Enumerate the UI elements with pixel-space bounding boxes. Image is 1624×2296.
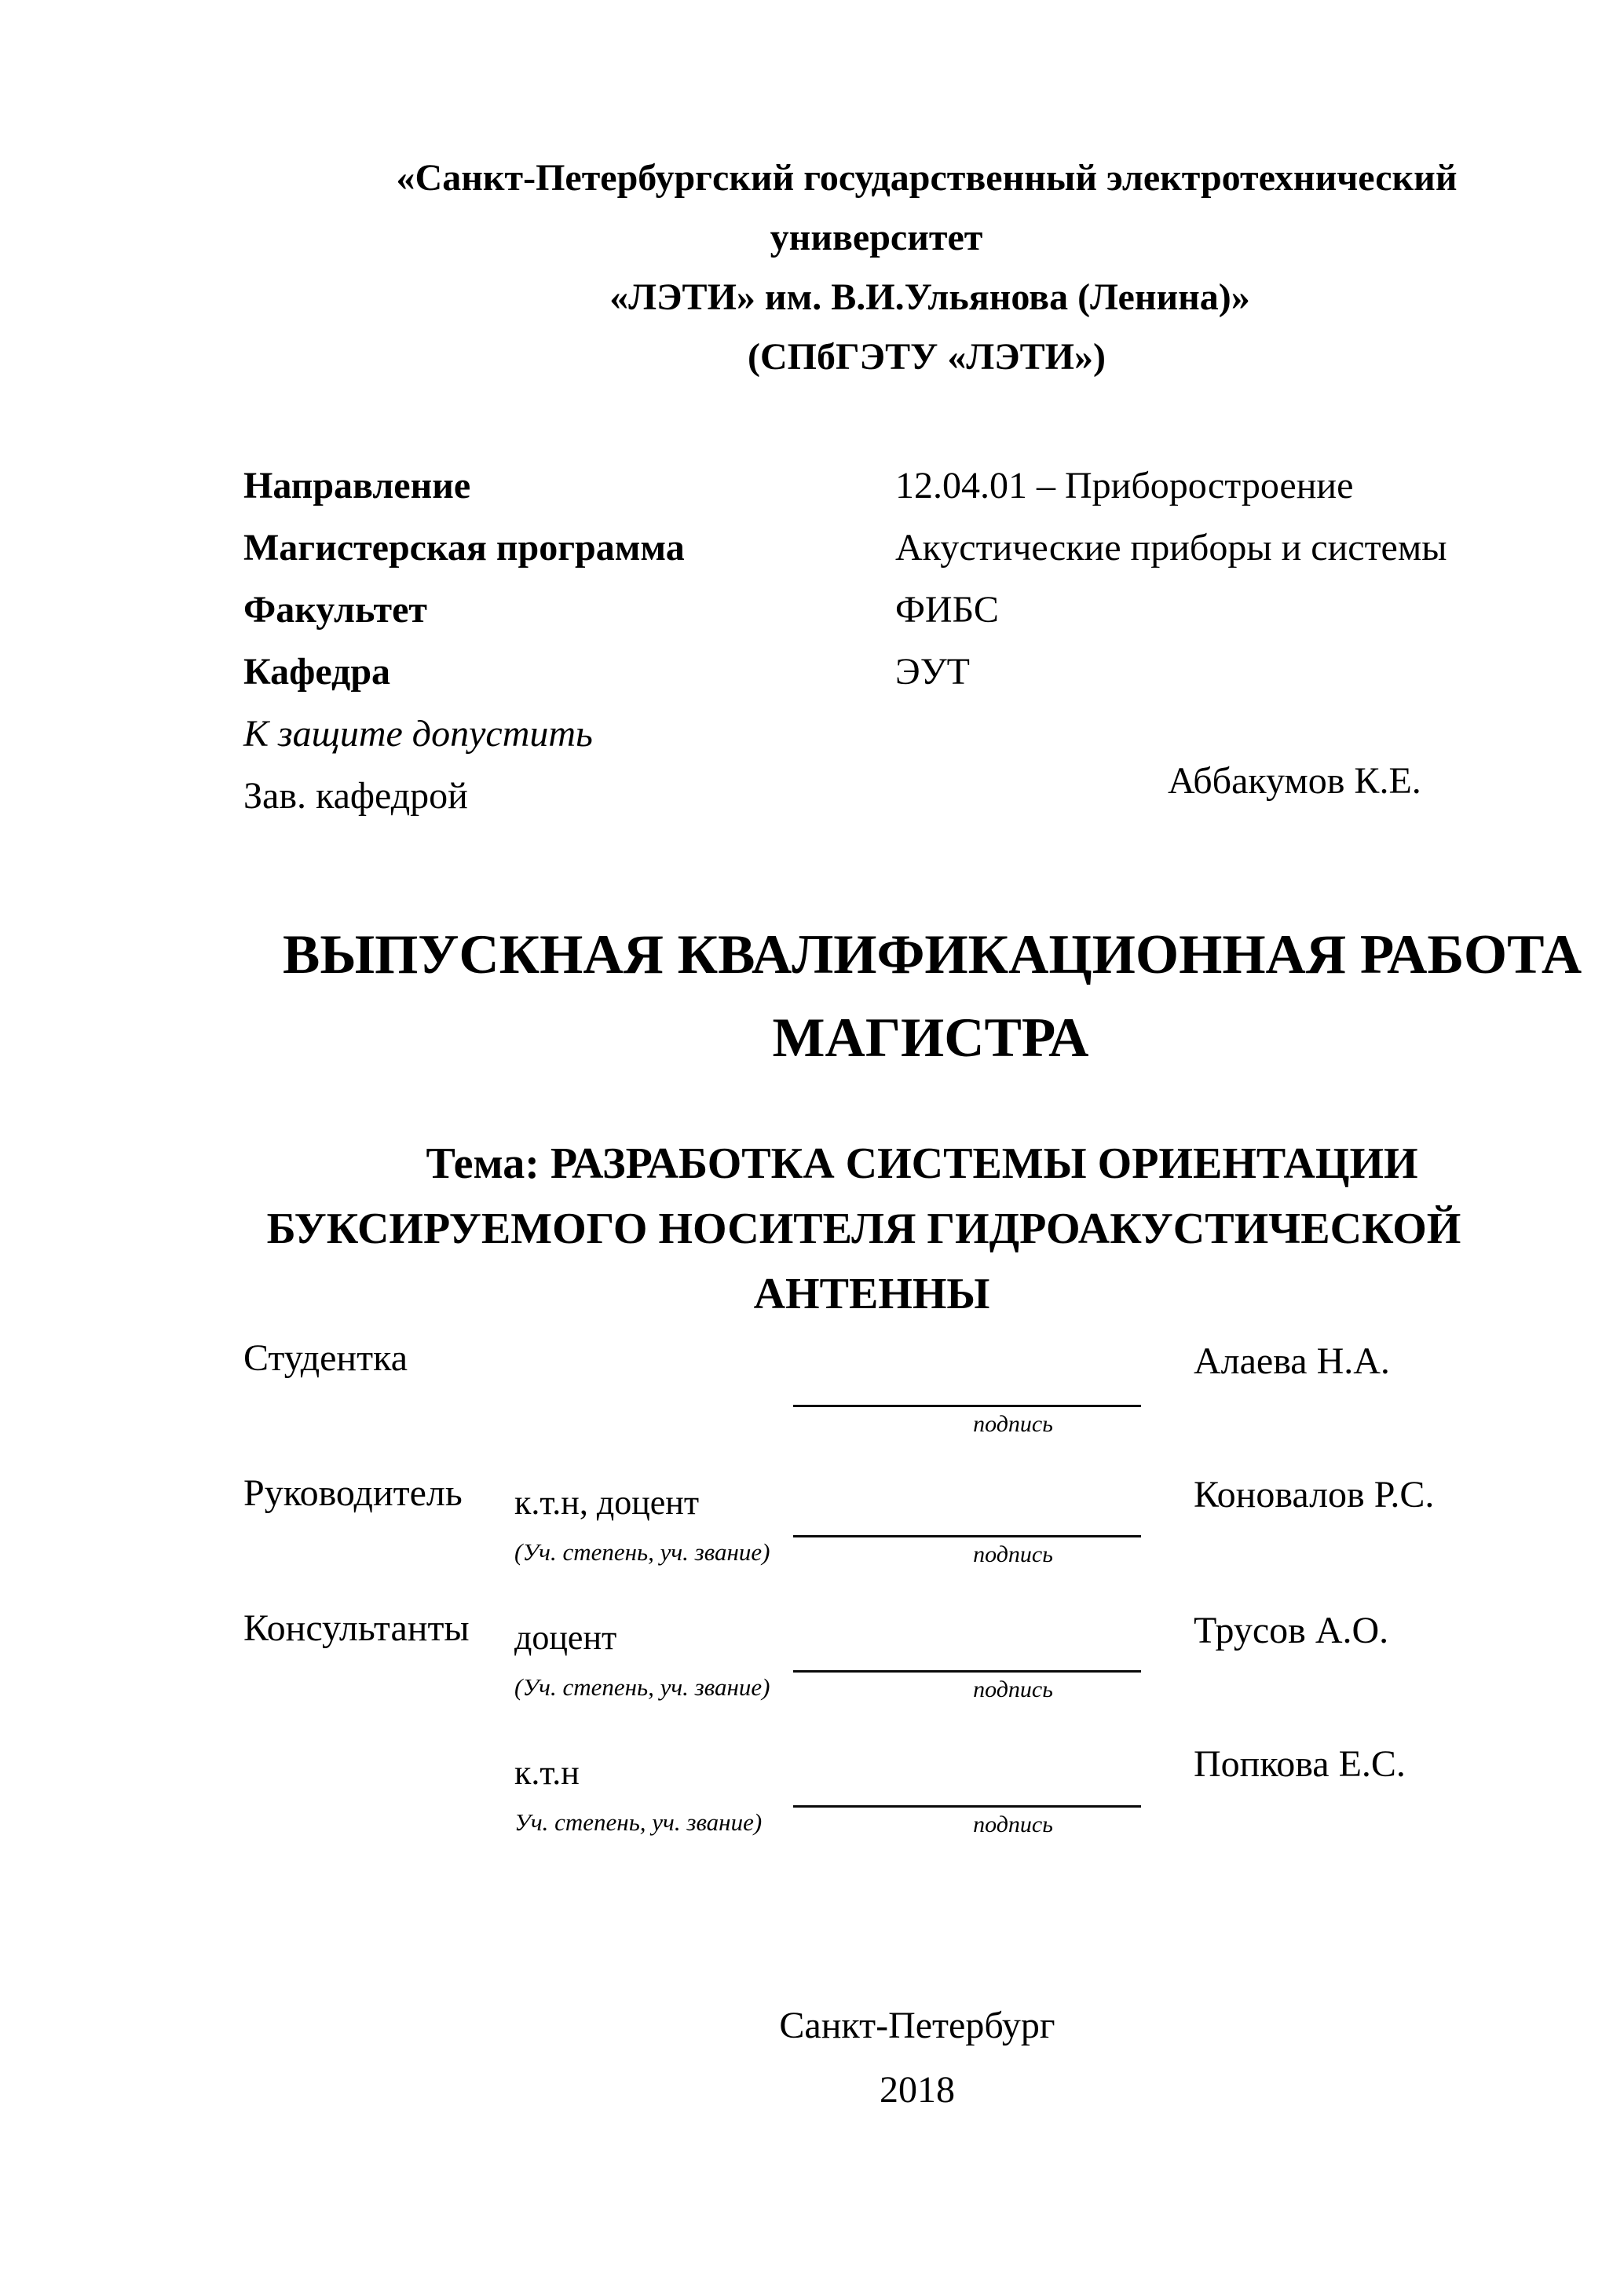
signature-name-consultant2: Попкова Е.С.: [1194, 1743, 1406, 1785]
university-name-line3: «ЛЭТИ» им. В.И.Ульянова (Ленина)»: [609, 276, 1250, 318]
qualification-caption-supervisor: (Уч. степень, уч. звание): [514, 1538, 770, 1566]
university-name-line4: (СПбГЭТУ «ЛЭТИ»): [748, 336, 1106, 378]
university-name-line2: университет: [770, 217, 983, 258]
theme-line1: Тема: РАЗРАБОТКА СИСТЕМЫ ОРИЕНТАЦИИ: [426, 1139, 1418, 1188]
signature-role-supervisor: Руководитель: [243, 1472, 463, 1514]
theme-line3: АНТЕННЫ: [753, 1270, 990, 1318]
footer-city: Санкт-Петербург: [779, 2005, 1055, 2046]
signature-rule-consultant1: [793, 1670, 1141, 1673]
signature-caption-student: подпись: [973, 1411, 1053, 1437]
admission-approve-line: К защите допустить: [243, 713, 593, 755]
work-title-line2: МАГИСТРА: [772, 1007, 1089, 1069]
theme-line2: БУКСИРУЕМОГО НОСИТЕЛЯ ГИДРОАКУСТИЧЕСКОЙ: [266, 1205, 1461, 1253]
field-label-direction: Направление: [243, 465, 471, 506]
signature-caption-consultant1: подпись: [973, 1676, 1053, 1702]
field-label-faculty: Факультет: [243, 589, 427, 631]
qualification-caption-consultant1: (Уч. степень, уч. звание): [514, 1673, 770, 1701]
signature-caption-supervisor: подпись: [973, 1541, 1053, 1567]
field-label-master-program: Магистерская программа: [243, 527, 685, 569]
field-value-master-program: Акустические приборы и системы: [895, 527, 1447, 569]
field-value-faculty: ФИБС: [895, 589, 999, 631]
signature-qualification-consultant2: к.т.н: [514, 1753, 580, 1792]
signature-rule-consultant2: [793, 1805, 1141, 1808]
dept-head-line: Зав. кафедрой: [243, 775, 468, 817]
dept-head-name: Аббакумов К.Е.: [1168, 760, 1421, 802]
qualification-caption-consultant2: Уч. степень, уч. звание): [514, 1808, 763, 1836]
field-value-direction: 12.04.01 – Приборостроение: [895, 465, 1354, 506]
signature-qualification-consultant1: доцент: [514, 1618, 617, 1657]
field-value-department: ЭУТ: [895, 651, 970, 693]
signature-rule-supervisor: [793, 1535, 1141, 1537]
signature-qualification-supervisor: к.т.н, доцент: [514, 1483, 700, 1522]
signature-role-student: Студентка: [243, 1337, 408, 1379]
signature-role-consultants: Консультанты: [243, 1607, 470, 1649]
signature-rule-student: [793, 1405, 1141, 1407]
signature-name-student: Алаева Н.А.: [1194, 1340, 1390, 1382]
footer-year: 2018: [880, 2069, 955, 2111]
signature-name-consultant1: Трусов А.О.: [1194, 1610, 1389, 1651]
signature-name-supervisor: Коновалов Р.С.: [1194, 1474, 1435, 1515]
university-name-line1: «Санкт-Петербургский государственный электротехнический: [396, 157, 1458, 199]
field-label-department: Кафедра: [243, 651, 391, 693]
signature-caption-consultant2: подпись: [973, 1812, 1053, 1837]
work-title-line1: ВЫПУСКНАЯ КВАЛИФИКАЦИОННАЯ РАБОТА: [283, 924, 1582, 985]
